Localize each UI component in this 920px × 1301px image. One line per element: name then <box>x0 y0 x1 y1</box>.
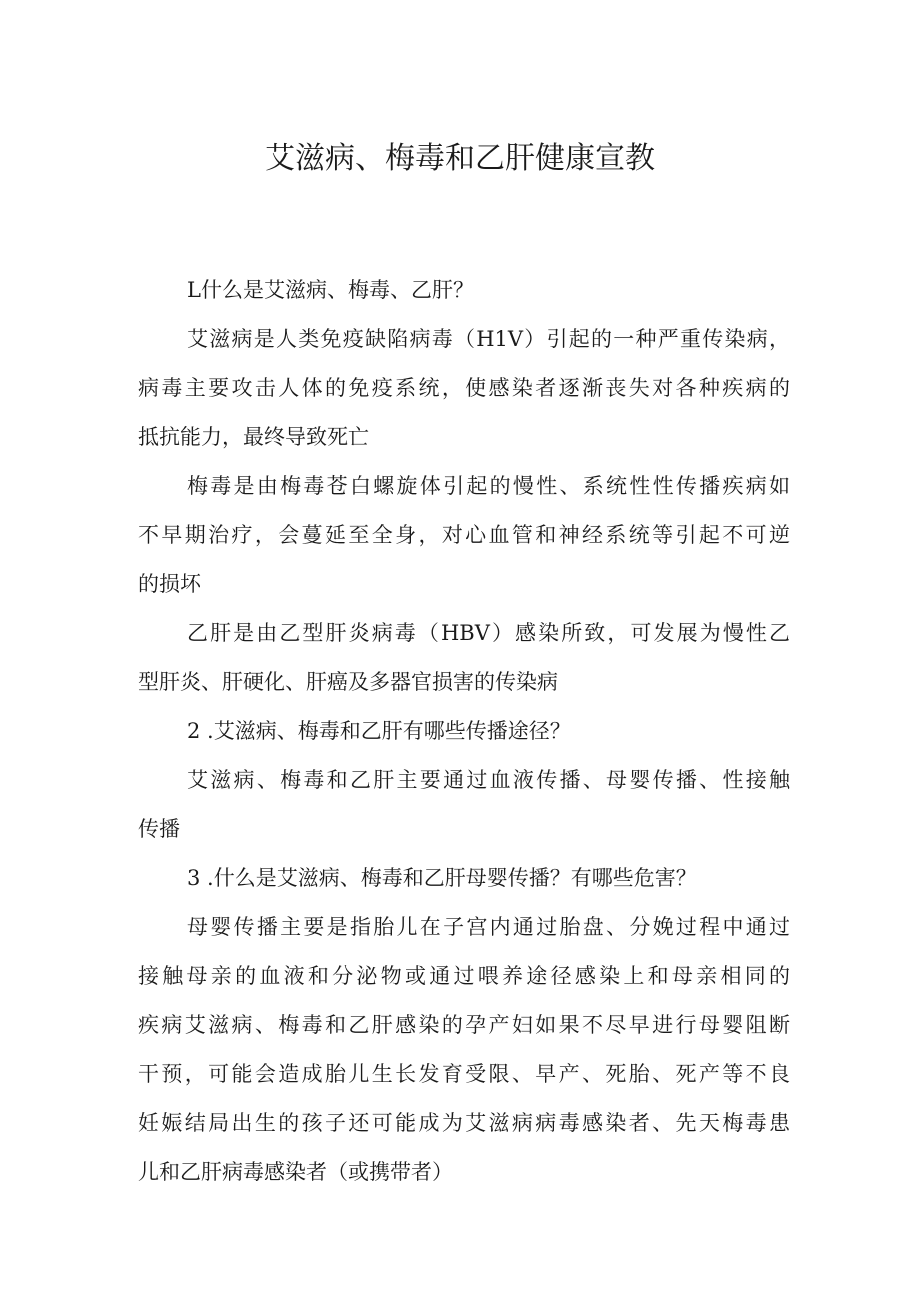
mtct-line-3: 疾病艾滋病、梅毒和乙肝感染的孕产妇如果不尽早进行母婴阻断 <box>138 1013 790 1037</box>
syphilis-line-3: 的损坏 <box>138 572 201 596</box>
mtct-line-4: 干预，可能会造成胎儿生长发育受限、早产、死胎、死产等不良 <box>138 1062 790 1086</box>
transmission-line-1: 艾滋病、梅毒和乙肝主要通过血液传播、母婴传播、性接触 <box>187 768 790 792</box>
hepatitis-b-line-1: 乙肝是由乙型肝炎病毒（HBV）感染所致，可发展为慢性乙 <box>187 621 790 645</box>
aids-paragraph <box>138 315 790 462</box>
document-body <box>138 266 790 1197</box>
syphilis-paragraph <box>138 462 790 609</box>
mother-to-child-paragraph <box>138 903 790 1197</box>
mtct-line-2: 接触母亲的血液和分泌物或通过喂养途径感染上和母亲相同的 <box>138 964 790 988</box>
question-1 <box>138 266 790 315</box>
question-3 <box>138 854 790 903</box>
aids-line-1: 艾滋病是人类免疫缺陷病毒（H1V）引起的一种严重传染病， <box>187 327 790 351</box>
mtct-line-6: 儿和乙肝病毒感染者（或携带者） <box>138 1160 453 1184</box>
mtct-line-5: 妊娠结局出生的孩子还可能成为艾滋病病毒感染者、先天梅毒患 <box>138 1111 790 1135</box>
document-title: 艾滋病、梅毒和乙肝健康宣教 <box>265 141 655 176</box>
hepatitis-b-line-2: 型肝炎、肝硬化、肝癌及多器官损害的传染病 <box>138 670 558 694</box>
mtct-line-1: 母婴传播主要是指胎儿在子宫内通过胎盘、分娩过程中通过 <box>187 915 790 939</box>
hepatitis-b-paragraph <box>138 609 790 707</box>
question-3-line: 3 .什么是艾滋病、梅毒和乙肝母婴传播？有哪些危害？ <box>187 866 697 890</box>
question-2 <box>138 707 790 756</box>
transmission-paragraph <box>138 756 790 854</box>
syphilis-line-1: 梅毒是由梅毒苍白螺旋体引起的慢性、系统性性传播疾病如 <box>187 474 790 498</box>
question-1-line: L什么是艾滋病、梅毒、乙肝？ <box>187 278 474 302</box>
syphilis-line-2: 不早期治疗，会蔓延至全身，对心血管和神经系统等引起不可逆 <box>138 523 790 547</box>
transmission-line-2: 传播 <box>138 817 180 841</box>
question-2-line: 2 .艾滋病、梅毒和乙肝有哪些传播途径？ <box>187 719 571 743</box>
aids-line-2: 病毒主要攻击人体的免疫系统，使感染者逐渐丧失对各种疾病的 <box>138 376 790 400</box>
aids-line-3: 抵抗能力，最终导致死亡 <box>138 425 369 449</box>
